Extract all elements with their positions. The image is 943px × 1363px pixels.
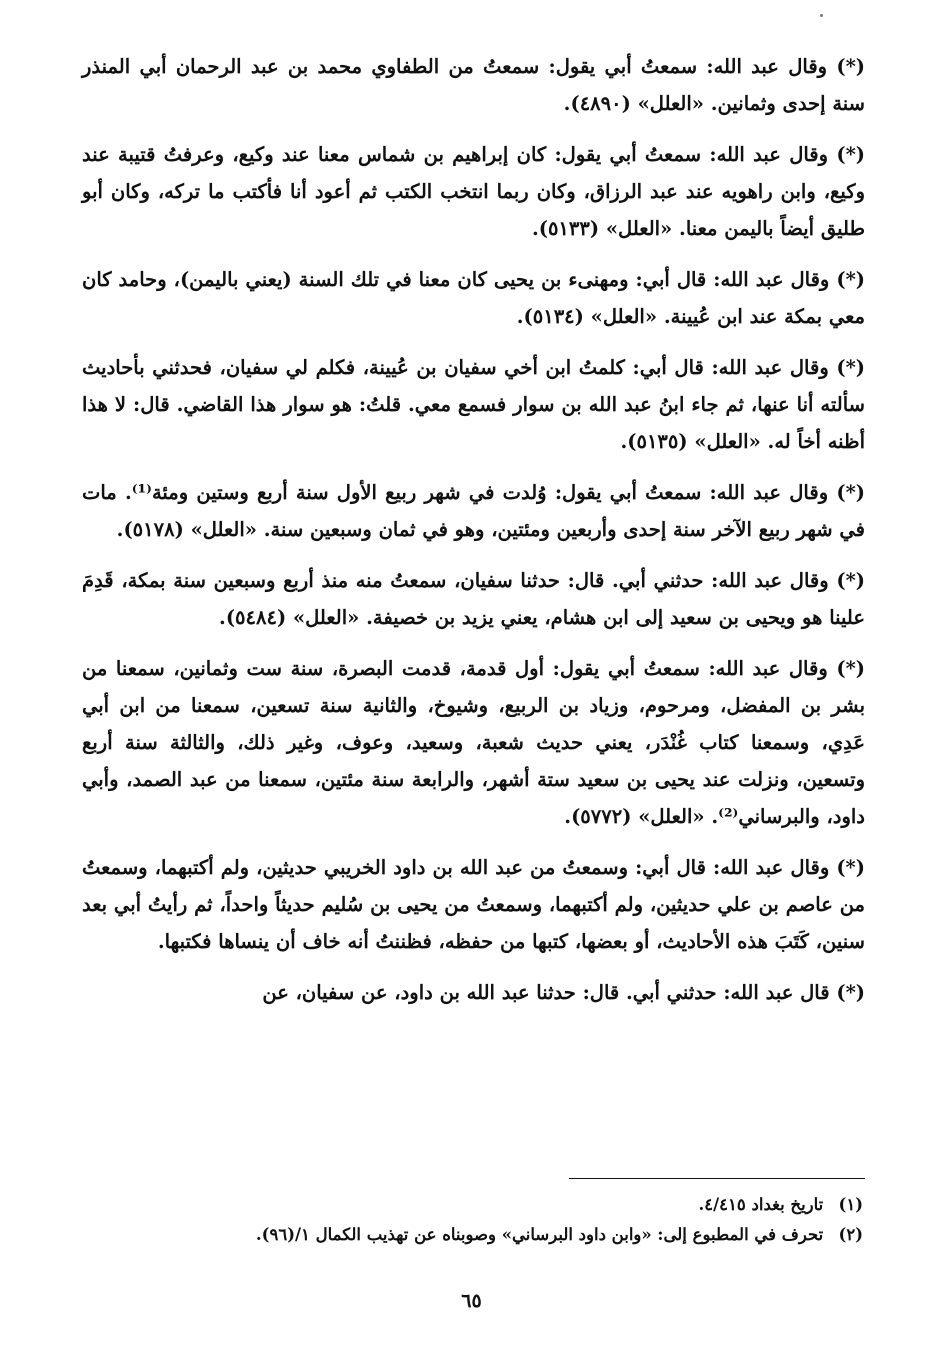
paragraph-5: (*) وقال عبد الله: سمعتُ أبي يقول: وُلدت في شهر ربيع الأول سنة أربع وستين ومئة⁽¹⁾. مات في شهر ربيع الآخر سنة إحدى وأربعين ومئتين، وهو في ثمان وسبعين سنة. «العلل» (٥١٧٨). (82, 481, 865, 541)
footnote-1 (82, 1190, 863, 1220)
footnote-number: (١) (838, 1195, 863, 1214)
scan-speck (820, 14, 823, 17)
page-number: ٦٥ (461, 1290, 482, 1312)
paragraph-6: (*) وقال عبد الله: حدثني أبي. قال: حدثنا سفيان، سمعتُ منه منذ أربع وسبعين سنة بمكة، قَدِمَ علينا هو ويحيى بن سعيد إلى ابن هشام، يعني يزيد بن خصيفة. «العلل» (٥٤٨٤). (82, 569, 865, 629)
footnote-text: تاريخ بغداد ٤/٤١٥. (698, 1195, 824, 1214)
paragraph-9: (*) قال عبد الله: حدثني أبي. قال: حدثنا عبد الله بن داود، عن سفيان، عن (262, 981, 865, 1004)
main-text (82, 48, 865, 1021)
paragraph-8: (*) وقال عبد الله: قال أبي: وسمعتُ من عبد الله بن داود الخريبي حديثين، ولم أكتبهما، وسمعتُ من عاصم بن علي حديثين، ولم أكتبهما، وسمعتُ من يحيى بن سُليم حديثاً واحداً، ثم رأيتُ أبي بعد سنين، كَتَبَ هذه الأحاديث، أو بعضها، كتبها من حفظه، فظننتُ أنه خاف أن ينساها فكتبها. (82, 856, 865, 953)
paragraph-7: (*) وقال عبد الله: سمعتُ أبي يقول: أول قدمة، قدمت البصرة، سنة ست وثمانين، سمعنا من بشر بن المفضل، ومرحوم، وزياد بن الربيع، وشيوخ، والثانية سنة تسعين، سمعنا من ابن أبي عَدِي، وسمعنا كتاب غُنْدَر، يعني حديث شعبة، وسعيد، وعوف، وغير ذلك، والثالثة سنة أربع وتسعين، ونزلت عند يحيى بن سعيد ستة أشهر، والرابعة سنة مئتين، سمعنا من عبد الصمد، وأبي داود، والبرساني⁽²⁾. «العلل» (٥٧٧٢). (82, 657, 865, 828)
paragraph-2: (*) وقال عبد الله: سمعتُ أبي يقول: كان إبراهيم بن شماس معنا عند وكيع، وعرفتُ قتيبة عند وكيع، وابن راهويه عند عبد الرزاق، وكان ربما انتخب الكتب ثم أعود أنا فأكتب ما تركه، وكان أبو طليق أيضاً باليمن معنا. «العلل» (٥١٣٣). (82, 143, 865, 240)
footnote-2 (82, 1220, 863, 1250)
footnote-number: (٢) (838, 1225, 863, 1244)
footnotes (82, 1190, 863, 1250)
footnote-divider (569, 1178, 865, 1179)
paragraph-4: (*) وقال عبد الله: قال أبي: كلمتُ ابن أخي سفيان بن عُيينة، فكلم لي سفيان، فحدثني بأحاديث سألته أنا عنها، ثم جاء ابنُ عبد الله بن سوار فسمع معي. قلتُ: هو سوار هذا القاضي. قال: لا هذا أظنه أخاً له. «العلل» (٥١٣٥). (82, 356, 865, 453)
paragraph-1: (*) وقال عبد الله: سمعتُ أبي يقول: سمعتُ من الطفاوي محمد بن عبد الرحمان أبي المنذر سنة إحدى وثمانين. «العلل» (٤٨٩٠). (82, 55, 865, 115)
paragraph-3: (*) وقال عبد الله: قال أبي: ومهنىء بن يحيى كان معنا في تلك السنة (يعني باليمن)، وحامد كان معي بمكة عند ابن عُيينة. «العلل» (٥١٣٤). (82, 268, 865, 328)
footnote-text: تحرف في المطبوع إلى: «وابن داود البرساني» وصوبناه عن تهذيب الكمال ١/(٩٦). (255, 1225, 824, 1244)
